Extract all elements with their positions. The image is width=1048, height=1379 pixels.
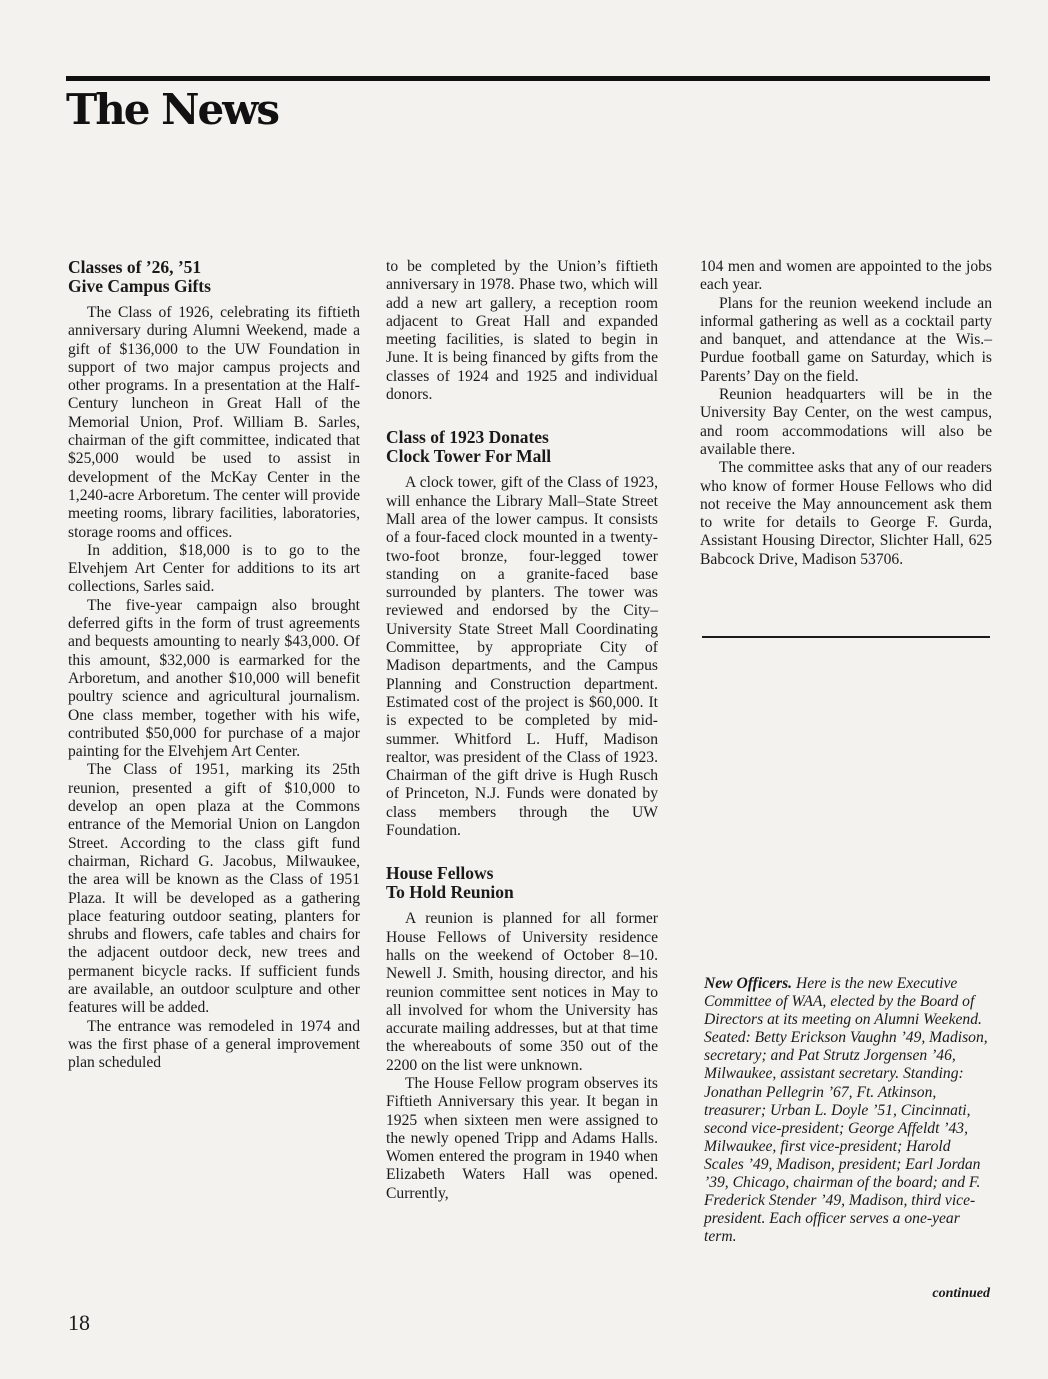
headline-house-fellows xyxy=(386,864,658,902)
column-2 xyxy=(386,258,658,1203)
headline-line: To Hold Reunion xyxy=(386,882,514,903)
paragraph-continuation: to be completed by the Union’s fiftieth anniversary in 1978. Phase two, which will add a new art gallery, a reception room adjacent to Great Hall and expanded meeting facilities, is slated to begin in June. It is being financed by gifts from the classes of 1924 and 1925 and individual donors. xyxy=(386,258,658,404)
paragraph: The Class of 1926, celebrating its fiftieth anniversary during Alumni Weekend, made a gift of $136,000 to the UW Foundation in support of two major campus projects and other programs. In a presentation at the Half-Century luncheon in Great Hall of the Memorial Union, Prof. William B. Sarles, chairman of the gift committee, indicated that $25,000 would be used to assist in development of the McKay Center in the 1,240-acre Arboretum. The center will provide meeting rooms, library facilities, laboratories, storage rooms and offices. xyxy=(68,304,360,541)
caption-text: Here is the new Executive Committee of WAA, elected by the Board of Directors at its meeting on Alumni Weekend. Seated: Betty Erickson Vaughn ’49, Madison, secretary; and Pat Strutz Jorgensen ’46, Milwaukee, assistant secretary. Standing: Jonathan Pellegrin ’67, Ft. Atkinson, treasurer; Urban L. Doyle ’51, Cincinnati, second vice-president; George Affeldt ’43, Milwaukee, first vice-president; Harold Scales ’49, Madison, president; Earl Jordan ’39, Chicago, chairman of the board; and F. Frederick Stender ’49, Madison, third vice-president. Each officer serves a one-year term. xyxy=(704,975,988,1246)
continued-label: continued xyxy=(932,1286,990,1301)
paragraph-continuation: 104 men and women are appointed to the jobs each year. xyxy=(700,258,992,294)
section-title: The News xyxy=(66,85,279,134)
column-3 xyxy=(700,258,992,569)
headline-line: Class of 1923 Donates xyxy=(386,427,549,448)
paragraph: A clock tower, gift of the Class of 1923, will enhance the Library Mall–State Street Mall area of the lower campus. It consists of a four-faced clock mounted in a twenty-two-foot bronze, four-legged tower standing on a granite-faced base surrounded by planters. The tower was reviewed and endorsed by the City–University State Street Mall Coordinating Committee, by appropriate City of Madison departments, and the Campus Planning and Construction department. Estimated cost of the project is $60,000. It is expected to be completed by mid-summer. Whitford L. Huff, Madison realtor, was president of the Class of 1923. Chairman of the gift drive is Hugh Rusch of Princeton, N.J. Funds were donated by class members through the UW Foundation. xyxy=(386,474,658,840)
paragraph: Plans for the reunion weekend include an informal gathering as well as a cocktail party and banquet, and attendance at the Wis.–Purdue football game on Saturday, which is Parents’ Day on the field. xyxy=(700,294,992,385)
paragraph: The Class of 1951, marking its 25th reunion, presented a gift of $10,000 to develop an open plaza at the Commons entrance of the Memorial Union on Langdon Street. According to the class gift fund chairman, Richard G. Jacobus, Milwaukee, the area will be known as the Class of 1951 Plaza. It will be developed as a gathering place featuring outdoor seating, planters for shrubs and flowers, cafe tables and chairs for the adjacent outdoor deck, new trees and permanent bicycle racks. If sufficient funds are available, an outdoor sculpture and other features will be added. xyxy=(68,761,360,1017)
column-divider-rule xyxy=(702,636,990,638)
headline-campus-gifts xyxy=(68,258,360,296)
paragraph: Reunion headquarters will be in the University Bay Center, on the west campus, and room accommodations will also be available there. xyxy=(700,386,992,458)
column-1 xyxy=(68,258,360,1072)
headline-line: Clock Tower For Mall xyxy=(386,446,552,467)
headline-line: Classes of ’26, ’51 xyxy=(68,257,202,277)
paragraph: The five-year campaign also brought deferred gifts in the form of trust agreements and bequests amounting to nearly $43,000. Of this amount, $32,000 is earmarked for the Arboretum, and another $10,000 will benefit poultry science and agricultural journalism. One class member, together with his wife, contributed $50,000 for purchase of a major painting for the Elvehjem Art Center. xyxy=(68,596,360,761)
paragraph: In addition, $18,000 is to go to the Elvehjem Art Center for additions to its art collections, Sarles said. xyxy=(68,541,360,596)
paragraph: The House Fellow program observes its Fiftieth Anniversary this year. It began in 1925 when sixteen men were assigned to the newly opened Tripp and Adams Halls. Women entered the program in 1940 when Elizabeth Waters Hall was opened. Currently, xyxy=(386,1074,658,1202)
paragraph: The entrance was remodeled in 1974 and was the first phase of a general improvement plan scheduled xyxy=(68,1017,360,1072)
page-number: 18 xyxy=(68,1310,90,1335)
headline-line: Give Campus Gifts xyxy=(68,276,211,296)
paragraph: The committee asks that any of our readers who know of former House Fellows who did not receive the May announcement ask them to write for details to George F. Gurda, Assistant Housing Director, Slichter Hall, 625 Babcock Drive, Madison 53706. xyxy=(700,459,992,568)
top-rule xyxy=(66,76,990,81)
paragraph: A reunion is planned for all former House Fellows of University residence halls on the weekend of October 8–10. Newell J. Smith, housing director, and his reunion committee sent notices in May to all involved for whom the University has accurate mailing addresses, but at that time the whereabouts of some 350 out of the 2200 on the list were unknown. xyxy=(386,910,658,1074)
headline-line: House Fellows xyxy=(386,863,494,884)
headline-clock-tower xyxy=(386,428,658,466)
photo-caption xyxy=(704,975,992,1246)
caption-lead: New Officers. xyxy=(704,975,793,992)
